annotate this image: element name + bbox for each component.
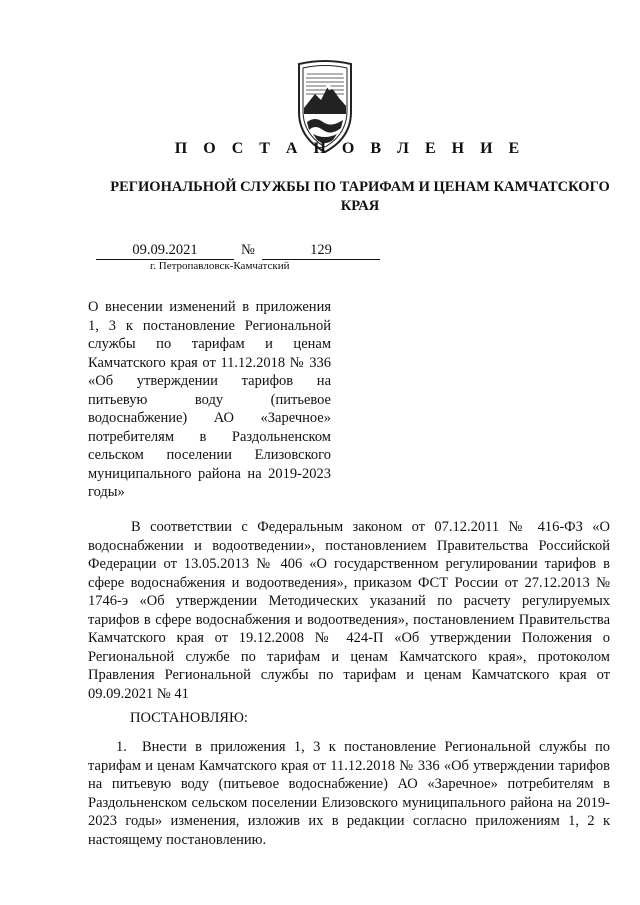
list-item xyxy=(88,738,610,849)
preamble-paragraph: В соответствии с Федеральным законом от 07.12.2011 № 416-ФЗ «О водоснабжении и водоотведении», постановлением Правительства Российской Федерации от 13.05.2013 № 406 «О государственном регулировании тарифов в сфере водоснабжения и водоотведения», приказом ФСТ России от 27.12.2013 № 1746-э «Об утверждении Методических указаний по расчету регулируемых тарифов в сфере водоснабжения и водоотведения», постановлением Правительства Камчатского края от 19.12.2008 № 424-П «Об утверждении Положения о Региональной службе по тарифам и ценам Камчатского края», протоколом Правления Региональной службы по тарифам и ценам Камчатского края от 09.09.2021 № 41 xyxy=(88,519,610,702)
document-date: 09.09.2021 xyxy=(96,242,234,260)
document-city: г. Петропавловск-Камчатский xyxy=(150,260,290,272)
decree-word: ПОСТАНОВЛЯЮ: xyxy=(130,710,248,726)
document-number: 129 xyxy=(262,242,380,260)
number-sign: № xyxy=(241,242,255,258)
item-text: Внести в приложения 1, 3 к постановление Региональной службы по тарифам и ценам Камчатского края от 11.12.2018 № 336 «Об утверждении тарифов на питьевую воду (питьевое водоснабжение) АО «Заречное» потребителям в Раздольненском сельском поселении Елизовского муниципального района на 2019-2023 годы» изменения, изложив их в редакции согласно приложениям 1, 2 к настоящему постановлению. xyxy=(88,739,610,848)
authority-heading: РЕГИОНАЛЬНОЙ СЛУЖБЫ ПО ТАРИФАМ И ЦЕНАМ КАМЧАТСКОГО КРАЯ xyxy=(110,179,610,214)
document-type-heading: П О С Т А Н О В Л Е Н И Е xyxy=(174,140,526,157)
item-number: 1. xyxy=(116,739,127,755)
document-subject: О внесении изменений в приложения 1, 3 к постановление Региональной службы по тарифам и ценам Камчатского края от 11.12.2018 № 336 «Об утверждении тарифов на питьевую воду (питьевое водоснабжение) АО «Заречное» потребителям в Раздольненском сельском поселении Елизовского муниципального района на 2019-2023 годы» xyxy=(88,299,331,500)
